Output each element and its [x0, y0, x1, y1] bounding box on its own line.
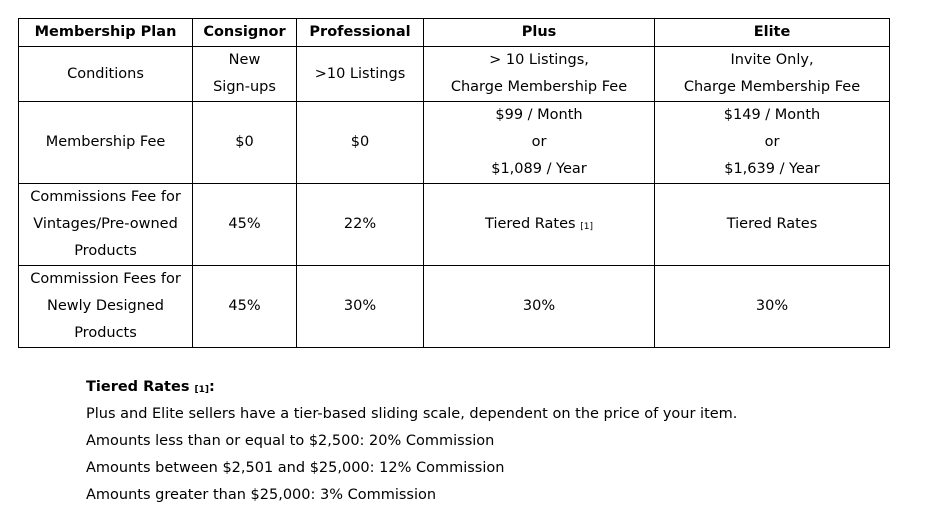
cell-text: Vintages/Pre-owned	[33, 216, 178, 232]
cell-text: >10 Listings	[314, 65, 406, 82]
cell-text: Tiered Rates	[485, 216, 576, 232]
cell-text: Sign-ups	[213, 79, 276, 95]
cell-text: 45%	[228, 298, 261, 314]
cell-text: Newly Designed	[46, 298, 165, 314]
table-row-membership-fee	[19, 102, 890, 184]
cell-text: Products	[74, 243, 137, 259]
cell-text: 30%	[522, 298, 556, 314]
cell-text: 30%	[755, 298, 789, 314]
cell-consignor-conditions	[193, 47, 297, 102]
table-row-new-commission	[19, 266, 890, 348]
cell-plus-conditions	[424, 47, 655, 102]
cell-text: or	[764, 134, 780, 150]
table-row-vintage-commission	[19, 184, 890, 266]
cell-elite-fee	[655, 102, 890, 184]
header-professional: Professional	[297, 19, 424, 47]
cell-plus-vintage	[424, 184, 655, 266]
cell-text: $0	[235, 134, 254, 150]
note-title	[86, 374, 906, 401]
cell-text: Membership Fee	[45, 134, 166, 150]
cell-plus-new	[424, 266, 655, 348]
note-title-colon: :	[209, 379, 215, 395]
cell-elite-new	[655, 266, 890, 348]
row-label-vintage-commission	[19, 184, 193, 266]
cell-text: 30%	[343, 298, 377, 314]
cell-text: or	[531, 134, 547, 150]
cell-text: Charge Membership Fee	[450, 79, 628, 95]
cell-text: $99 / Month	[495, 107, 583, 123]
cell-consignor-vintage	[193, 184, 297, 266]
cell-text: $149 / Month	[723, 107, 821, 123]
cell-professional-fee	[297, 102, 424, 184]
row-label-conditions	[19, 47, 193, 102]
table-header-row	[19, 19, 890, 47]
cell-text: Commissions Fee for	[30, 189, 181, 205]
cell-text: Tiered Rates	[726, 216, 818, 232]
cell-consignor-new	[193, 266, 297, 348]
cell-text: Conditions	[67, 65, 144, 82]
cell-elite-conditions	[655, 47, 890, 102]
row-label-new-commission	[19, 266, 193, 348]
cell-text: > 10 Listings,	[489, 52, 589, 68]
footnote-marker: [1]	[580, 222, 593, 232]
row-label-membership-fee	[19, 102, 193, 184]
cell-professional-conditions	[297, 47, 424, 102]
header-plus: Plus	[424, 19, 655, 47]
tiered-rates-note	[86, 374, 906, 509]
cell-text-with-footnote	[428, 211, 650, 238]
cell-text: Charge Membership Fee	[683, 79, 861, 95]
cell-elite-vintage	[655, 184, 890, 266]
cell-text: Products	[74, 325, 137, 341]
note-line: Amounts between $2,501 and $25,000: 12% Commission	[86, 460, 505, 476]
cell-text: New	[228, 52, 261, 68]
header-elite: Elite	[655, 19, 890, 47]
cell-professional-vintage	[297, 184, 424, 266]
cell-text: $1,639 / Year	[724, 161, 820, 177]
membership-plans-table	[18, 18, 890, 348]
note-line: Amounts less than or equal to $2,500: 20% Commission	[86, 433, 495, 449]
cell-text: 22%	[343, 216, 377, 232]
cell-text: Invite Only,	[730, 52, 814, 68]
cell-professional-new	[297, 266, 424, 348]
header-membership-plan: Membership Plan	[19, 19, 193, 47]
note-title-text: Tiered Rates	[86, 379, 190, 395]
footnote-marker: [1]	[194, 385, 210, 395]
note-line: Amounts greater than $25,000: 3% Commission	[86, 487, 437, 503]
cell-plus-fee	[424, 102, 655, 184]
table-row-conditions	[19, 47, 890, 102]
cell-consignor-fee	[193, 102, 297, 184]
cell-text: $0	[350, 134, 370, 150]
cell-text: $1,089 / Year	[491, 161, 587, 177]
note-line: Plus and Elite sellers have a tier-based sliding scale, dependent on the price of your item.	[86, 406, 738, 422]
header-consignor: Consignor	[193, 19, 297, 47]
cell-text: 45%	[228, 216, 261, 232]
cell-text: Commission Fees for	[30, 271, 181, 287]
